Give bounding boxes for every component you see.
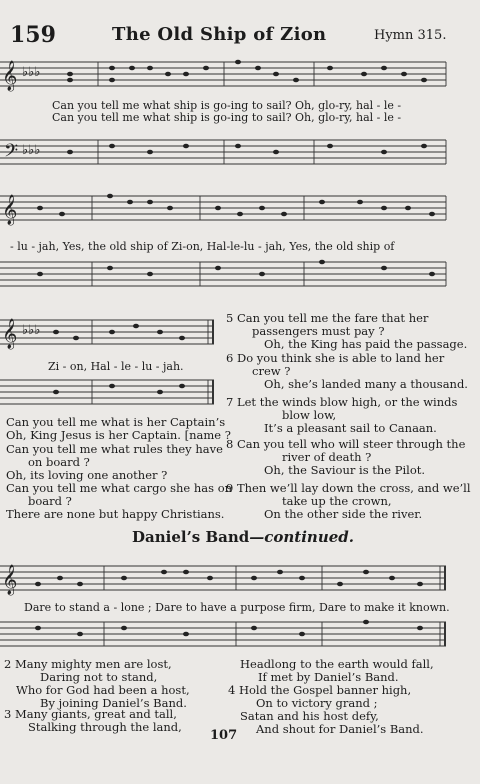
lyrics-line-3: Zi - on, Hal - le - lu - jah. — [48, 360, 184, 373]
daniel-verse-2-line-1: 2 Many mighty men are lost, — [4, 657, 172, 671]
verse-9-line-3: On the other side the river. — [264, 507, 423, 521]
verse-4-line-1: Can you tell me what cargo she has on — [6, 481, 233, 495]
verse-5-line-1: 5 Can you tell me the fare that her — [226, 311, 429, 325]
verse-8-line-2: river of death ? — [282, 450, 372, 464]
verse-6-line-1: 6 Do you think she is able to land her — [226, 351, 445, 365]
music-staff-treble-3 — [0, 314, 230, 354]
hymn-reference: Hymn 315. — [374, 28, 447, 43]
verse-9-line-1: 9 Then we’ll lay down the cross, and we’ll — [226, 481, 471, 495]
music-staff-bass-3 — [0, 374, 230, 414]
daniel-verse-2-line-4: By joining Daniel’s Band. — [40, 696, 187, 710]
page-number: 107 — [210, 728, 238, 743]
daniel-verse-3-line-2: Stalking through the land, — [28, 720, 182, 734]
verse-7-line-2: blow low, — [282, 408, 337, 422]
svg-text:♭♭♭: ♭♭♭ — [22, 65, 41, 80]
svg-text:𝄞: 𝄞 — [2, 565, 18, 595]
daniel-verse-4-line-2: On to victory grand ; — [256, 696, 378, 710]
daniel-verse-2-cont — [240, 658, 434, 684]
music-staff-bass-2 — [0, 256, 480, 296]
section-heading — [132, 528, 354, 546]
verse-8-line-1: 8 Can you tell who will steer through the — [226, 437, 466, 451]
daniel-verse-2 — [4, 658, 190, 710]
daniel-verse-3 — [4, 708, 182, 734]
daniel-lyrics: Dare to stand a - lone ; Dare to have a purpose firm, Dare to make it known. — [24, 601, 450, 614]
lyrics-line-1a: Can you tell me what ship is go-ing to sail? Oh, glo-ry, hal - le - — [52, 99, 402, 112]
verse-2-line-1: Can you tell me what is her Captain’s — [6, 415, 226, 429]
verse-3-line-2: on board ? — [28, 455, 90, 469]
music-staff-treble-2 — [0, 190, 480, 230]
verse-9-line-2: take up the crown, — [282, 494, 392, 508]
verse-4 — [6, 482, 232, 521]
lyrics-line-1b: Can you tell me what ship is go-ing to sail? Oh, glo-ry, hal - le - — [52, 111, 402, 124]
music-staff-treble-4 — [0, 560, 480, 600]
verse-2 — [6, 416, 231, 442]
section-title: Daniel’s Band — [132, 528, 250, 546]
hymn-number: 159 — [10, 22, 56, 48]
lyrics-line-2: - lu - jah, Yes, the old ship of Zi-on, Hal-le-lu - jah, Yes, the old ship of — [10, 240, 395, 253]
verse-2-line-2: Oh, King Jesus is her Captain. [name ? — [6, 428, 231, 442]
svg-text:𝄢: 𝄢 — [4, 141, 19, 166]
daniel-verse-4-line-4: And shout for Daniel’s Band. — [256, 722, 424, 736]
svg-text:♭♭♭: ♭♭♭ — [22, 143, 41, 158]
verse-3-line-1: Can you tell me what rules they have — [6, 442, 223, 456]
daniel-verse-4-line-3: Satan and his host defy, — [240, 709, 379, 723]
daniel-right-line-1: Headlong to the earth would fall, — [240, 657, 434, 671]
verse-5 — [226, 312, 467, 351]
section-continued: —continued. — [249, 528, 355, 546]
verse-5-line-2: passengers must pay ? — [252, 324, 385, 338]
verse-6-line-3: Oh, she’s landed many a thousand. — [264, 377, 468, 391]
daniel-verse-3-line-1: 3 Many giants, great and tall, — [4, 707, 177, 721]
svg-text:𝄞: 𝄞 — [2, 195, 18, 225]
verse-6 — [226, 352, 468, 391]
verse-7-line-3: It’s a pleasant sail to Canaan. — [264, 421, 437, 435]
daniel-verse-4-line-1: 4 Hold the Gospel banner high, — [228, 683, 412, 697]
svg-text:𝄞: 𝄞 — [2, 319, 18, 349]
daniel-verse-4 — [228, 684, 424, 736]
svg-text:♭♭♭: ♭♭♭ — [22, 323, 41, 338]
daniel-right-line-2: If met by Daniel’s Band. — [258, 670, 399, 684]
verse-7 — [226, 396, 457, 435]
verse-8 — [226, 438, 465, 477]
music-staff-treble-1 — [0, 56, 480, 96]
verse-7-line-1: 7 Let the winds blow high, or the winds — [226, 395, 458, 409]
verse-6-line-2: crew ? — [252, 364, 291, 378]
verse-4-line-3: There are none but happy Christians. — [6, 507, 225, 521]
svg-text:𝄞: 𝄞 — [2, 61, 18, 91]
verse-8-line-3: Oh, the Saviour is the Pilot. — [264, 463, 426, 477]
music-staff-bass-1 — [0, 134, 480, 174]
verse-5-line-3: Oh, the King has paid the passage. — [264, 337, 468, 351]
daniel-verse-2-line-2: Daring not to stand, — [40, 670, 158, 684]
verse-3-line-3: Oh, its loving one another ? — [6, 468, 168, 482]
verse-3 — [6, 443, 223, 482]
daniel-verse-2-line-3: Who for God had been a host, — [16, 683, 190, 697]
verse-4-line-2: board ? — [28, 494, 72, 508]
music-staff-bass-4 — [0, 616, 480, 656]
hymn-title: The Old Ship of Zion — [112, 24, 327, 45]
verse-9 — [226, 482, 471, 521]
